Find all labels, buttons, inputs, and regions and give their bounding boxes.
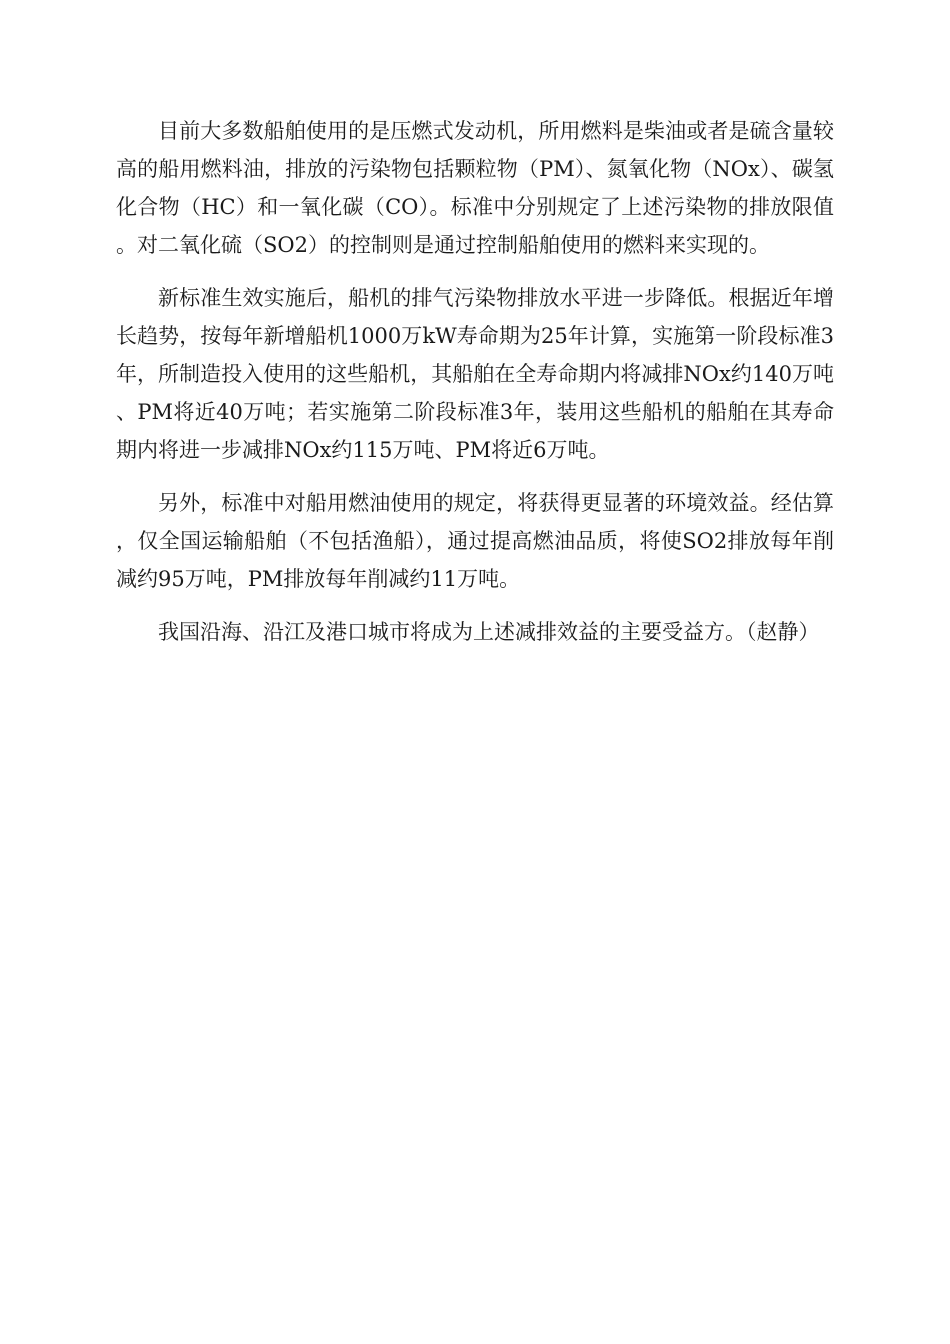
article-body — [116, 112, 834, 666]
paragraph-reduction-estimates: 新标准生效实施后，船机的排气污染物排放水平进一步降低。根据近年增长趋势，按每年新增船机1000万kW寿命期为25年计算，实施第一阶段标准3年，所制造投入使用的这些船机，其船舶在全寿命期内将减排NOx约140万吨、PM将近40万吨；若实施第二阶段标准3年，装用这些船机的船舶在其寿命期内将进一步减排NOx约115万吨、PM将近6万吨。 — [116, 286, 834, 462]
paragraph-fuel-benefits: 另外，标准中对船用燃油使用的规定，将获得更显著的环境效益。经估算，仅全国运输船舶（不包括渔船），通过提高燃油品质，将使SO2排放每年削减约95万吨，PM排放每年削减约11万吨。 — [116, 491, 834, 591]
paragraph-emission-standards: 目前大多数船舶使用的是压燃式发动机，所用燃料是柴油或者是硫含量较高的船用燃料油，排放的污染物包括颗粒物（PM）、氮氧化物（NOx）、碳氢化合物（HC）和一氧化碳（CO）。标准中分别规定了上述污染物的排放限值。对二氧化硫（SO2）的控制则是通过控制船舶使用的燃料来实现的。 — [116, 119, 834, 257]
paragraph-beneficiaries: 我国沿海、沿江及港口城市将成为上述减排效益的主要受益方。（赵静） — [158, 620, 820, 644]
